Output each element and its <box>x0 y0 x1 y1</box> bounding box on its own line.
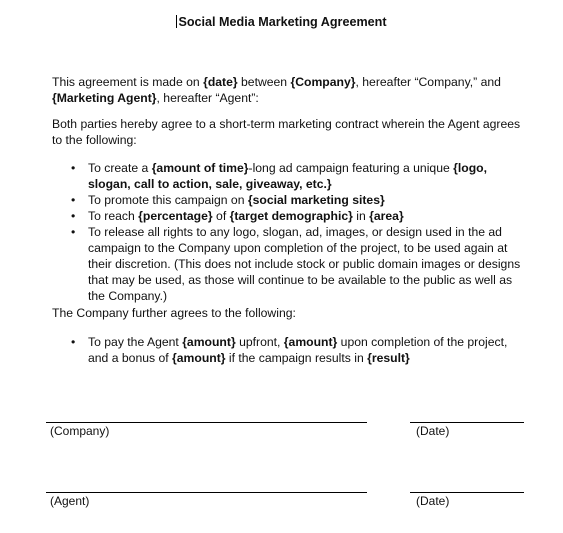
amount-placeholder: {amount} <box>182 335 236 349</box>
target-demographic-placeholder: {target demographic} <box>229 209 353 223</box>
term-text: if the campaign results in <box>225 351 368 365</box>
list-item <box>52 224 522 304</box>
term-text: To release all rights to any logo, slogan, ad, images, or design used in the ad campaign to the Company upon completion of the project, to be used again at their discretion. (This does not include stock or public domain images or designs that may be used, as those will continue to be available to the public as well as the Company.) <box>88 225 521 303</box>
term-text: To create a <box>88 161 152 175</box>
term-text: upfront, <box>235 335 284 349</box>
term-text: To pay the Agent <box>88 335 183 349</box>
company-agrees-paragraph: The Company further agrees to the following: <box>52 306 296 320</box>
intro-paragraph <box>52 74 522 106</box>
company-signature-label: (Company) <box>50 424 110 438</box>
intro-text: This agreement is made on <box>52 75 204 89</box>
intro-text: between <box>237 75 291 89</box>
amount-placeholder: {amount} <box>172 351 226 365</box>
company-terms-list <box>52 334 522 366</box>
term-text: of <box>212 209 230 223</box>
agent-signature-line <box>46 492 367 493</box>
term-text: To promote this campaign on <box>88 193 248 207</box>
term-text: in <box>352 209 370 223</box>
amount-placeholder: {amount} <box>283 335 338 349</box>
social-sites-placeholder: {social marketing sites} <box>247 193 385 207</box>
logo-slogan-placeholder: {logo, slogan, call to action, sale, giveaway, etc.} <box>88 161 487 191</box>
list-item <box>52 208 522 224</box>
list-item <box>52 334 522 366</box>
document-title <box>0 14 563 30</box>
list-item <box>52 160 522 192</box>
title-text: Social Media Marketing Agreement <box>178 15 387 29</box>
date-placeholder: {date} <box>203 75 238 89</box>
term-text: To reach <box>88 209 139 223</box>
area-placeholder: {area} <box>369 209 404 223</box>
percentage-placeholder: {percentage} <box>138 209 213 223</box>
intro-text: , hereafter “Company,” and <box>355 75 501 89</box>
company-placeholder: {Company} <box>290 75 356 89</box>
agent-terms-list <box>52 160 522 304</box>
company-date-label: (Date) <box>416 424 450 438</box>
agent-signature-label: (Agent) <box>50 494 90 508</box>
marketing-agent-placeholder: {Marketing Agent} <box>52 91 157 105</box>
both-parties-paragraph: Both parties hereby agree to a short-term marketing contract wherein the Agent agrees to the following: <box>52 117 521 147</box>
agent-date-label: (Date) <box>416 494 450 508</box>
amount-of-time-placeholder: {amount of time} <box>151 161 249 175</box>
intro-text: , hereafter “Agent”: <box>156 91 259 105</box>
term-text: -long ad campaign featuring a unique <box>248 161 454 175</box>
result-placeholder: {result} <box>367 351 410 365</box>
term-text: upon completion of the project, and a bonus of <box>88 335 508 365</box>
list-item <box>52 192 522 208</box>
